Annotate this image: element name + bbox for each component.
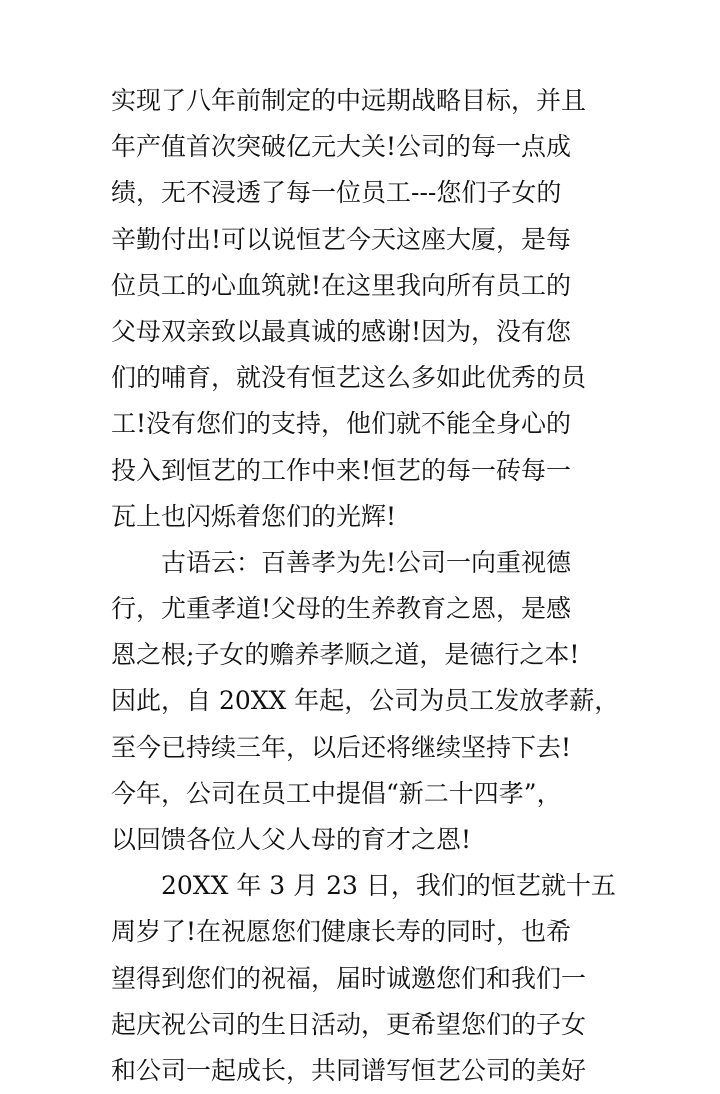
text-line: 至今已持续三年，以后还将继续坚持下去! — [111, 732, 572, 762]
text-line: 今年，公司在员工中提倡“新二十四孝”， — [111, 778, 562, 808]
paragraph-first-line: 20XX 年 3 月 23 日，我们的恒艺就十五 — [161, 871, 616, 901]
text-line: 投入到恒艺的工作中来!恒艺的每一砖每一 — [111, 455, 572, 485]
text-line: 周岁了!在祝愿您们健康长寿的同时，也希 — [111, 917, 572, 947]
text-line: 父母双亲致以最真诚的感谢!因为，没有您 — [111, 316, 572, 346]
text-line: 实现了八年前制定的中远期战略目标，并且 — [111, 86, 587, 115]
text-line: 们的哺育，就没有恒艺这么多如此优秀的员 — [111, 363, 587, 393]
text-line: 年产值首次突破亿元大关!公司的每一点成 — [111, 132, 572, 162]
body-text — [111, 78, 620, 1094]
text-line: 工!没有您们的支持，他们就不能全身心的 — [111, 409, 572, 439]
text-line: 辛勤付出!可以说恒艺今天这座大厦，是每 — [111, 224, 572, 254]
text-line: 望得到您们的祝福，届时诚邀您们和我们一 — [111, 963, 587, 993]
text-line: 以回馈各位人父人母的育才之恩! — [111, 825, 472, 854]
text-line: 位员工的心血筑就!在这里我向所有员工的 — [111, 270, 572, 300]
paragraph-first-line: 古语云：百善孝为先!公司一向重视德 — [161, 547, 572, 577]
text-line: 恩之根;子女的赡养孝顺之道，是德行之本! — [111, 640, 580, 670]
text-line: 绩，无不浸透了每一位员工---您们子女的 — [111, 178, 562, 208]
text-line: 起庆祝公司的生日活动，更希望您们的子女 — [111, 1009, 587, 1039]
text-line: 因此，自 20XX 年起，公司为员工发放孝薪， — [111, 686, 620, 716]
text-line: 行，尤重孝道!父母的生养教育之恩，是感 — [111, 594, 572, 624]
text-line: 和公司一起成长，共同谱写恒艺公司的美好 — [111, 1055, 587, 1085]
text-line: 瓦上也闪烁着您们的光辉! — [111, 501, 397, 531]
